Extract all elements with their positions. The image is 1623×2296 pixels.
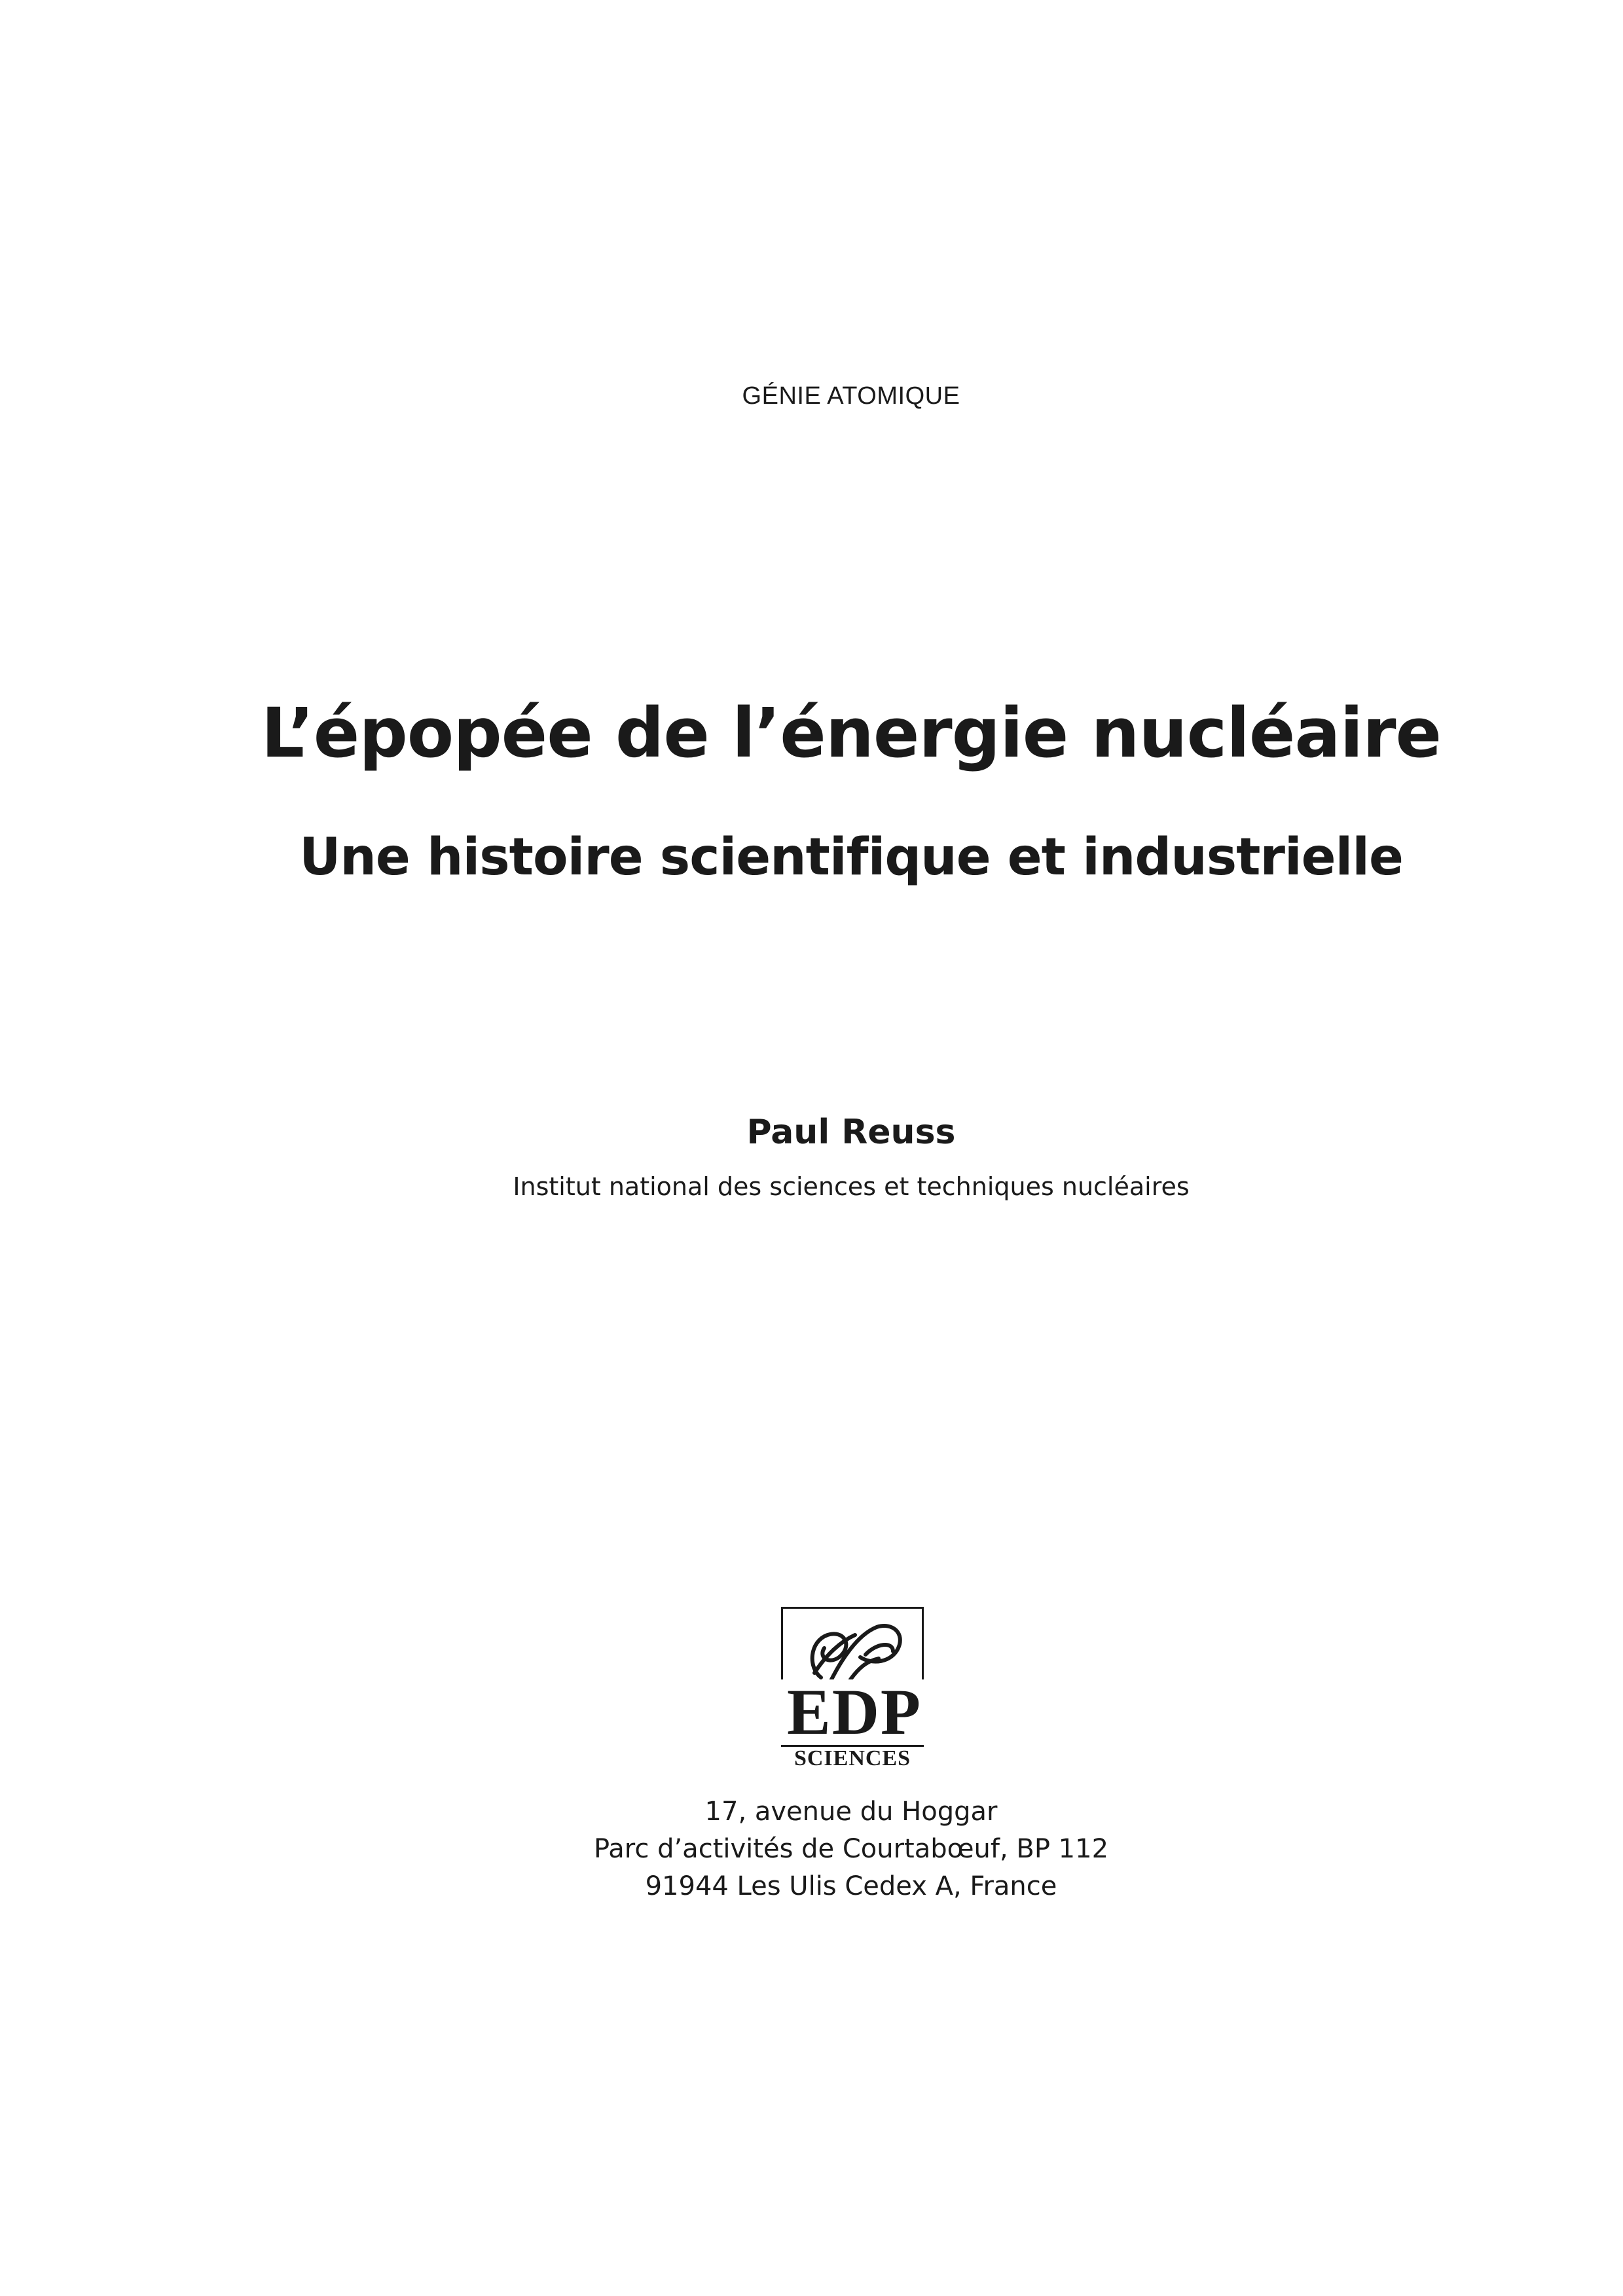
author-name: Paul Reuss xyxy=(746,1113,956,1152)
publisher-address xyxy=(196,1793,1506,1905)
address-line: 91944 Les Ulis Cedex A, France xyxy=(645,1871,1057,1901)
author-affiliation: Institut national des sciences et techniques nucléaires xyxy=(513,1172,1190,1201)
series-name: GÉNIE ATOMIQUE xyxy=(742,382,960,410)
address-line: Parc d’activités de Courtabœuf, BP 112 xyxy=(593,1834,1109,1864)
book-subtitle: Une histoire scientifique et industrielle xyxy=(299,828,1403,887)
book-title: L’épopée de l’énergie nucléaire xyxy=(261,693,1442,773)
logo-subtext: SCIENCES xyxy=(793,1746,911,1770)
address-line: 17, avenue du Hoggar xyxy=(704,1797,998,1827)
logo-frame xyxy=(781,1607,924,1747)
logo-wordmark: EDP xyxy=(779,1679,930,1745)
publisher-logo xyxy=(781,1607,924,1778)
